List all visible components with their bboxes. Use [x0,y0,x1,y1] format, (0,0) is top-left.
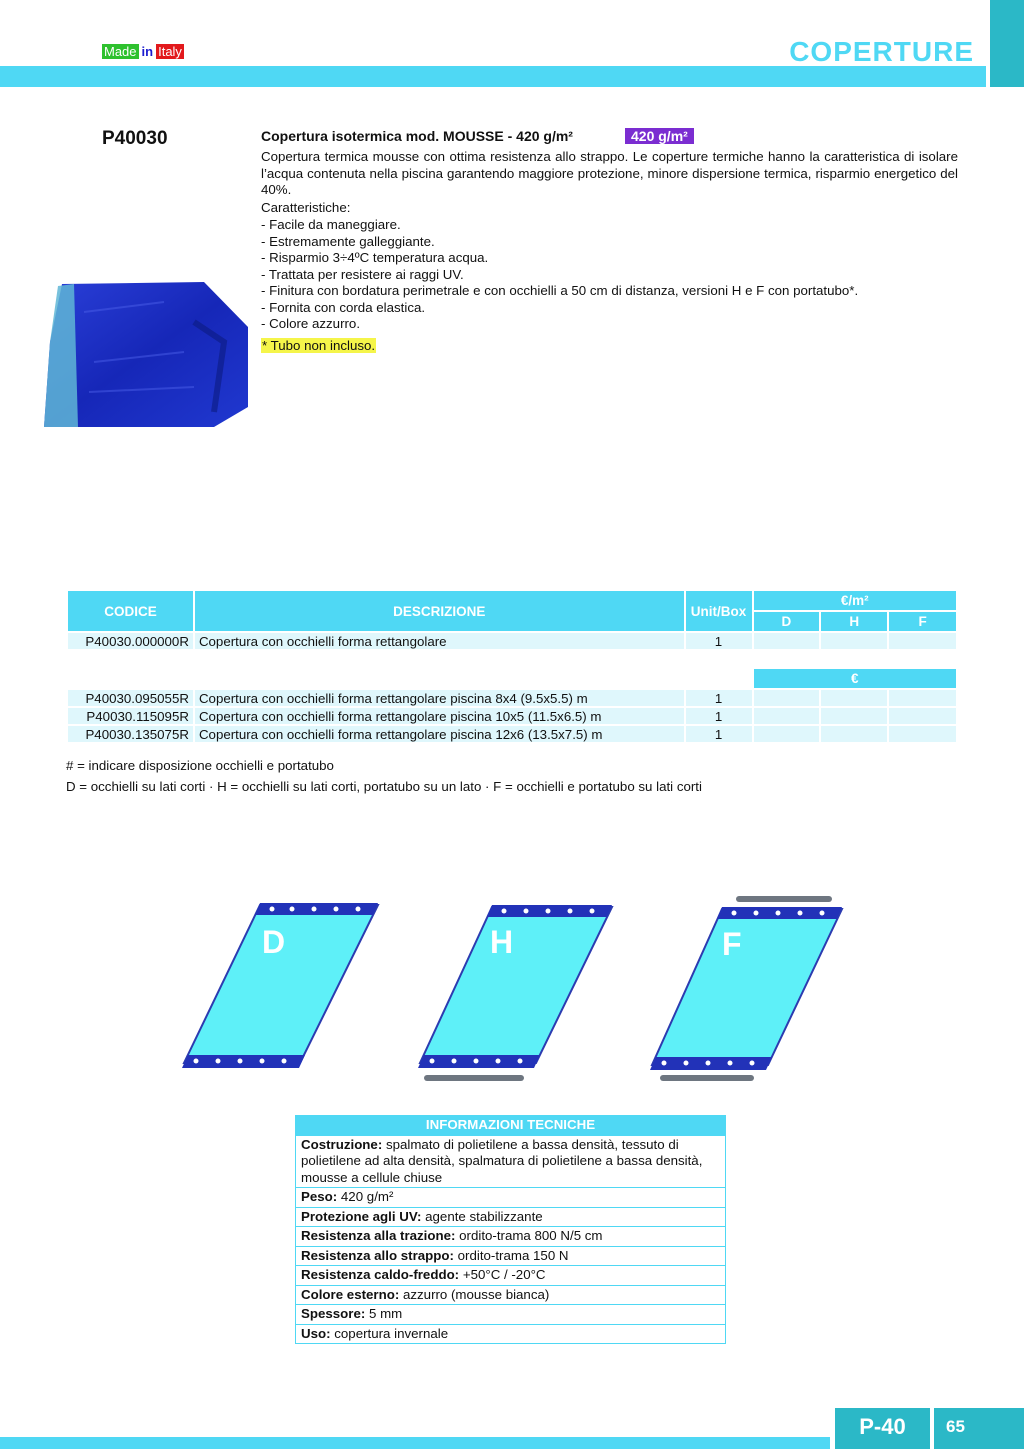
tech-value: agente stabilizzante [421,1208,543,1224]
row-price [888,707,957,725]
row-unit: 1 [685,689,753,707]
tech-value: azzurro (mousse bianca) [399,1286,550,1302]
feature-item: - Trattata per resistere ai raggi UV. [261,266,464,282]
tech-label: Colore esterno: [301,1286,400,1302]
tech-row [296,1305,726,1325]
price-table-sizes [66,667,958,744]
row-price [820,725,888,743]
header-h: H [820,611,888,632]
diagram-f-label: F [722,926,742,962]
row-price-d [753,632,821,650]
tech-label: Uso: [301,1325,331,1341]
row-code: P40030.095055R [67,689,194,707]
row-unit: 1 [685,707,753,725]
table-row [67,632,957,650]
tech-value: spalmato di polietilene a bassa densità, tessuto di polietilene ad alta densità, spalmatura di polietilene a bassa densità, mousse a cellule chiuse [301,1136,703,1185]
footer-bar [0,1437,830,1449]
section-title: COPERTURE [789,36,974,67]
tech-title: INFORMAZIONI TECNICHE [296,1116,726,1136]
made-in-italy-logo [102,44,184,59]
row-price [753,689,821,707]
page-number: 65 [934,1408,1024,1449]
tech-row [296,1246,726,1266]
legend-line-1: # = indicare disposizione occhielli e portatubo [66,758,334,773]
header-bar [0,66,986,87]
row-price [753,707,821,725]
diagram-h-label: H [490,924,514,960]
technical-info-table [295,1115,726,1344]
row-price [820,707,888,725]
product-code: P40030 [102,128,168,149]
tech-row [296,1227,726,1247]
header-codice: CODICE [67,590,194,632]
tech-value: +50°C / -20°C [459,1267,546,1282]
tech-label: Peso: [301,1189,338,1204]
row-price [888,689,957,707]
product-title: Copertura isotermica mod. MOUSSE - 420 g/m² [261,128,573,144]
tech-label: Resistenza alla trazione: [301,1228,456,1243]
header-f: F [888,611,957,632]
footer-product-code: P-40 [835,1408,930,1449]
feature-item: - Facile da maneggiare. [261,217,401,232]
row-code: P40030.115095R [67,707,194,725]
header-d: D [753,611,821,632]
feature-item: - Colore azzurro. [261,316,361,331]
table-row [67,707,957,725]
tech-label: Spessore: [301,1306,366,1321]
features-list [261,217,858,333]
tech-row [296,1324,726,1344]
header-price-euro: € [753,668,957,689]
tech-value: 5 mm [365,1306,403,1321]
row-code: P40030.135075R [67,725,194,743]
tech-label: Resistenza caldo-freddo: [301,1267,460,1282]
tech-row [296,1135,726,1188]
table-row [67,725,957,743]
diagram-d [182,903,378,1068]
feature-item: - Fornita con corda elastica. [261,299,426,315]
header-price-m2: €/m² [753,590,958,611]
tech-value: 420 g/m² [337,1189,394,1204]
row-price [820,689,888,707]
diagram-f [650,896,842,1081]
row-description: Copertura con occhielli forma rettangolare [194,632,685,650]
italy-label: Italy [158,44,182,59]
row-unit: 1 [685,725,753,743]
tech-label: Resistenza allo strappo: [301,1247,454,1263]
row-price [888,725,957,743]
tech-row [296,1266,726,1286]
legend-line-2: D = occhielli su lati corti · H = occhielli su lati corti, portatubo su un lato · F = occhielli e portatubo su lati corti [66,779,702,794]
row-code: P40030.000000R [67,632,194,650]
row-description: Copertura con occhielli forma rettangolare piscina 8x4 (9.5x5.5) m [194,689,685,707]
product-description: Copertura termica mousse con ottima resistenza allo strappo. Le coperture termiche hanno la caratteristica di isolare l’acqua contenuta nella piscina garantendo maggiore protezione, minore dispersione termica, risparmio energetico del 40%. [261,149,958,197]
header-descrizione: DESCRIZIONE [194,590,685,632]
tech-label: Protezione agli UV: [301,1208,422,1224]
features-heading: Caratteristiche: [261,200,351,215]
in-label: in [141,44,154,59]
row-price-h [820,632,888,650]
header-accent-block [990,0,1024,87]
row-price-f [888,632,957,650]
price-table-m2 [66,589,958,651]
made-label: Made [104,44,137,59]
product-photo [44,282,248,427]
tech-label: Costruzione: [301,1136,383,1152]
feature-item: - Risparmio 3÷4ºC temperatura acqua. [261,250,489,265]
tech-value: copertura invernale [330,1325,449,1341]
diagram-d-label: D [262,924,286,960]
tube-note: * Tubo non incluso. [262,338,376,353]
row-unit: 1 [685,632,753,650]
tech-value: ordito-trama 800 N/5 cm [455,1228,603,1243]
row-description: Copertura con occhielli forma rettangolare piscina 12x6 (13.5x7.5) m [194,725,685,743]
feature-item: - Finitura con bordatura perimetrale e con occhielli a 50 cm di distanza, versioni H e F con portatubo*. [261,283,859,298]
tech-row [296,1188,726,1208]
diagram-h [418,905,612,1081]
weight-badge: 420 g/m² [625,128,694,144]
header-unit-box: Unit/Box [685,590,753,632]
feature-item: - Estremamente galleggiante. [261,233,435,249]
row-description: Copertura con occhielli forma rettangolare piscina 10x5 (11.5x6.5) m [194,707,685,725]
tech-row [296,1285,726,1305]
cover-version-diagrams [180,885,860,1090]
tech-value: ordito-trama 150 N [453,1247,569,1263]
table-row [67,689,957,707]
tech-row [296,1207,726,1227]
row-price [753,725,821,743]
spacer-cell [67,668,753,689]
